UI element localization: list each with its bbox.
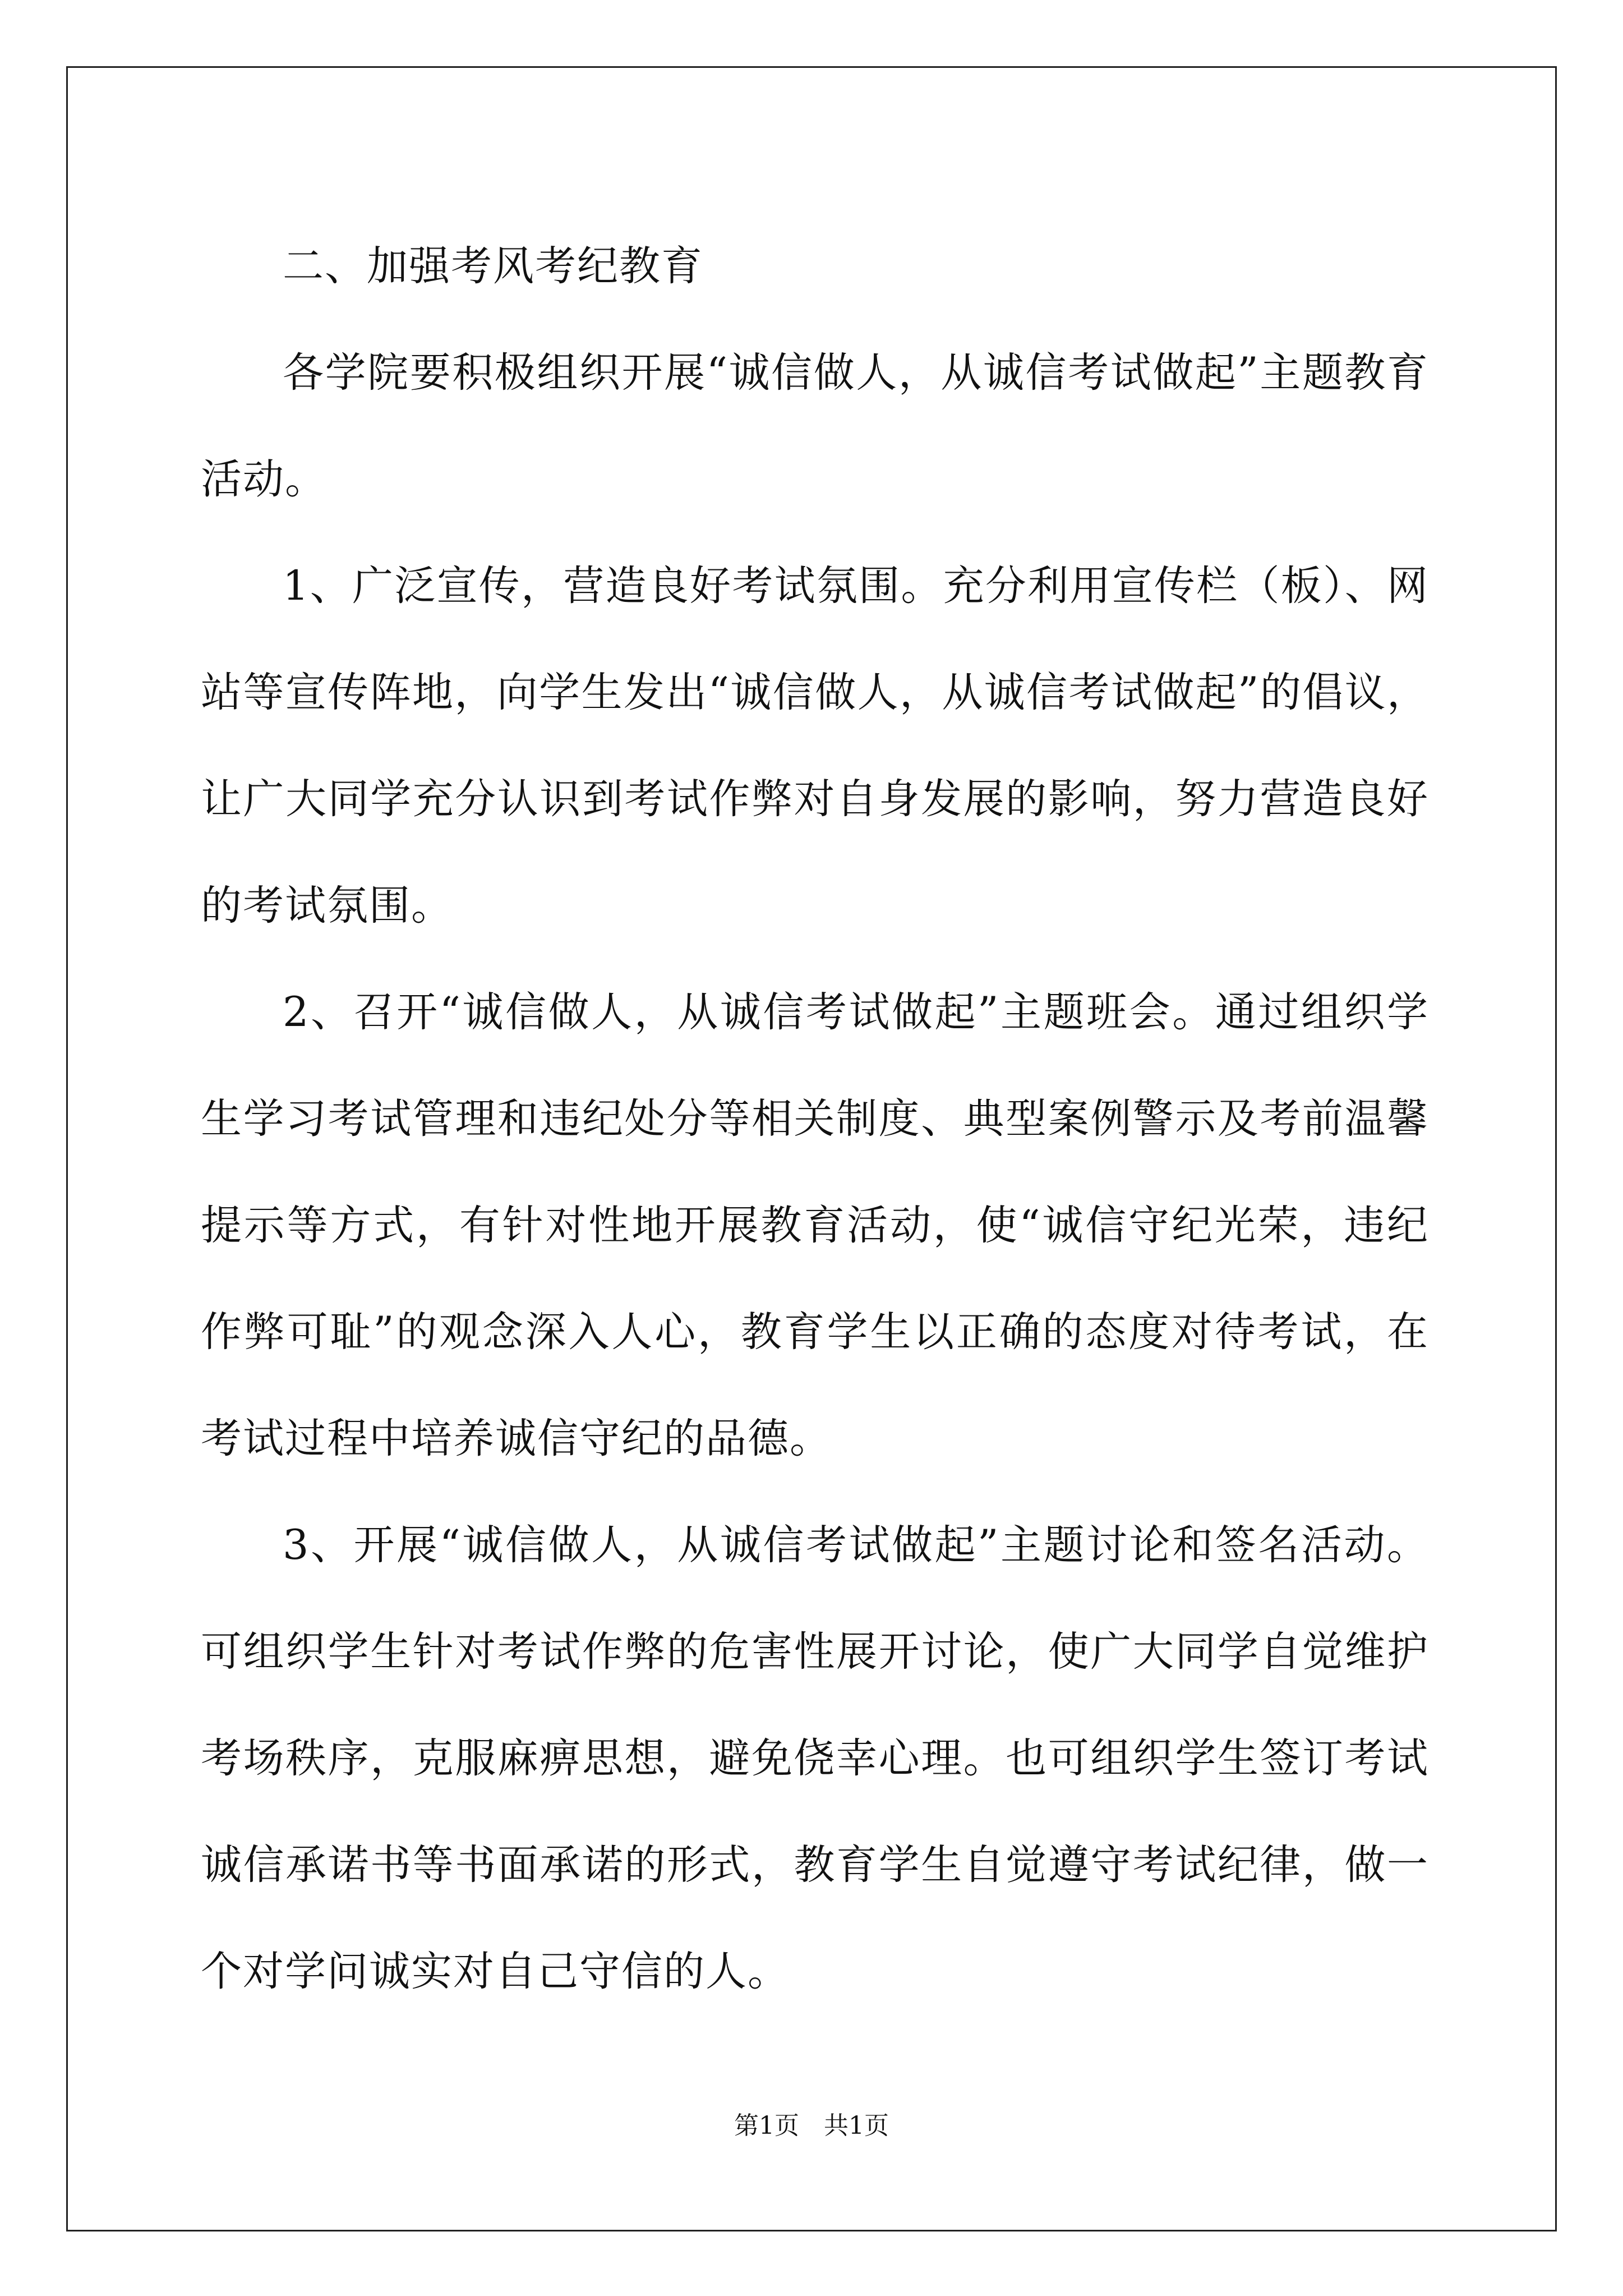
page-number-footer: 第1页 共1页 bbox=[734, 2111, 889, 2140]
paragraph-item-1: 1、广泛宣传，营造良好考试氛围。充分利用宣传栏（板）、网站等宣传阵地，向学生发出“诚信做人，从诚信考试做起”的倡议，让广大同学充分认识到考试作弊对自身发展的影响，努力营造良好的考试氛围。 bbox=[201, 562, 1429, 930]
document-body bbox=[201, 213, 1429, 2025]
intro-paragraph: 各学院要积极组织开展“诚信做人，从诚信考试做起”主题教育活动。 bbox=[201, 349, 1429, 503]
paragraph-item-2: 2、召开“诚信做人，从诚信考试做起”主题班会。通过组织学生学习考试管理和违纪处分等相关制度、典型案例警示及考前温馨提示等方式，有针对性地开展教育活动，使“诚信守纪光荣，违纪作弊可耻”的观念深入人心，教育学生以正确的态度对待考试，在考试过程中培养诚信守纪的品德。 bbox=[201, 988, 1429, 1462]
section-heading: 二、加强考风考纪教育 bbox=[283, 242, 703, 290]
paragraph-item-3: 3、开展“诚信做人，从诚信考试做起”主题讨论和签名活动。可组织学生针对考试作弊的危害性展开讨论，使广大同学自觉维护考场秩序，克服麻痹思想，避免侥幸心理。也可组织学生签订考试诚信承诺书等书面承诺的形式，教育学生自觉遵守考试纪律，做一个对学问诚实对自己守信的人。 bbox=[201, 1521, 1429, 1995]
